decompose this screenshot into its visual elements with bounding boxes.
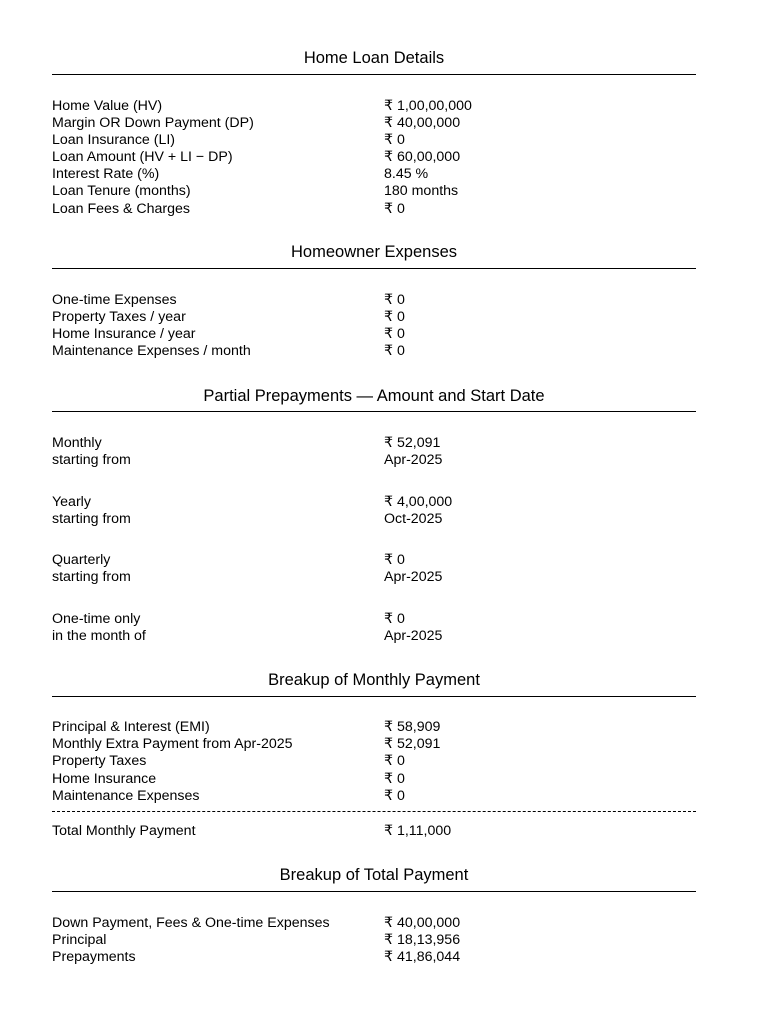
row-label: in the month of bbox=[52, 628, 146, 644]
table-row bbox=[52, 569, 696, 586]
row-value: ₹ 41,86,044 bbox=[384, 949, 461, 965]
row-label: Property Taxes bbox=[52, 753, 147, 769]
row-label: Loan Insurance (LI) bbox=[52, 132, 176, 148]
row-label: Loan Amount (HV + LI − DP) bbox=[52, 149, 233, 165]
section-title-prepayments: Partial Prepayments — Amount and Start Date bbox=[203, 387, 545, 405]
row-value: ₹ 0 bbox=[384, 309, 405, 325]
section-divider bbox=[52, 268, 696, 269]
row-label: One-time Expenses bbox=[52, 292, 177, 308]
total-divider-dashed bbox=[52, 811, 696, 812]
row-label: starting from bbox=[52, 452, 131, 468]
row-label: Home Value (HV) bbox=[52, 98, 163, 114]
row-label: Loan Fees & Charges bbox=[52, 201, 191, 217]
row-label: One-time only bbox=[52, 611, 141, 627]
section-title-total-breakup: Breakup of Total Payment bbox=[279, 866, 469, 884]
row-label: Home Insurance bbox=[52, 771, 157, 787]
row-label: Maintenance Expenses / month bbox=[52, 343, 251, 359]
table-row bbox=[52, 343, 696, 360]
row-value: 8.45 % bbox=[384, 166, 429, 182]
table-row bbox=[52, 719, 696, 736]
section-divider bbox=[52, 411, 696, 412]
row-label: Interest Rate (%) bbox=[52, 166, 160, 182]
table-row bbox=[52, 949, 696, 966]
section-divider bbox=[52, 74, 696, 75]
row-label: Principal bbox=[52, 932, 107, 948]
row-value: ₹ 60,00,000 bbox=[384, 149, 461, 165]
table-row bbox=[52, 149, 696, 166]
row-label: Loan Tenure (months) bbox=[52, 183, 191, 199]
row-value: ₹ 40,00,000 bbox=[384, 915, 461, 931]
table-row bbox=[52, 932, 696, 949]
total-row bbox=[52, 823, 696, 840]
table-row bbox=[52, 166, 696, 183]
row-label: Monthly Extra Payment from Apr-2025 bbox=[52, 736, 293, 752]
row-value: ₹ 0 bbox=[384, 788, 405, 804]
table-row bbox=[52, 771, 696, 788]
row-value: Apr-2025 bbox=[384, 628, 443, 644]
row-value: ₹ 18,13,956 bbox=[384, 932, 461, 948]
row-label: Property Taxes / year bbox=[52, 309, 186, 325]
row-label: Down Payment, Fees & One-time Expenses bbox=[52, 915, 330, 931]
row-value: ₹ 58,909 bbox=[384, 719, 441, 735]
table-row bbox=[52, 915, 696, 932]
table-row bbox=[52, 435, 696, 452]
row-value: ₹ 1,00,00,000 bbox=[384, 98, 472, 114]
table-row bbox=[52, 98, 696, 115]
table-row bbox=[52, 736, 696, 753]
row-value: ₹ 52,091 bbox=[384, 736, 441, 752]
section-title-home-loan: Home Loan Details bbox=[303, 49, 445, 67]
row-value: ₹ 0 bbox=[384, 326, 405, 342]
row-label: starting from bbox=[52, 569, 131, 585]
section-title-monthly-breakup: Breakup of Monthly Payment bbox=[268, 671, 480, 689]
table-row bbox=[52, 201, 696, 218]
section-divider bbox=[52, 696, 696, 697]
table-row bbox=[52, 452, 696, 469]
table-row bbox=[52, 788, 696, 805]
table-row bbox=[52, 132, 696, 149]
table-row bbox=[52, 552, 696, 569]
row-label: Maintenance Expenses bbox=[52, 788, 200, 804]
table-row bbox=[52, 628, 696, 645]
row-label: Margin OR Down Payment (DP) bbox=[52, 115, 254, 131]
row-value: 180 months bbox=[384, 183, 459, 199]
row-value: ₹ 4,00,000 bbox=[384, 494, 453, 510]
row-value: ₹ 0 bbox=[384, 611, 405, 627]
row-value: ₹ 0 bbox=[384, 753, 405, 769]
row-label: Quarterly bbox=[52, 552, 111, 568]
row-value: ₹ 40,00,000 bbox=[384, 115, 461, 131]
row-label: Yearly bbox=[52, 494, 91, 510]
row-label: Monthly bbox=[52, 435, 102, 451]
row-value: Apr-2025 bbox=[384, 452, 443, 468]
row-label: starting from bbox=[52, 511, 131, 527]
total-value: ₹ 1,11,000 bbox=[384, 823, 452, 839]
section-divider bbox=[52, 891, 696, 892]
row-value: ₹ 0 bbox=[384, 201, 405, 217]
table-row bbox=[52, 611, 696, 628]
row-label: Home Insurance / year bbox=[52, 326, 196, 342]
table-row bbox=[52, 309, 696, 326]
row-label: Principal & Interest (EMI) bbox=[52, 719, 210, 735]
section-title-homeowner: Homeowner Expenses bbox=[291, 243, 457, 261]
row-value: ₹ 0 bbox=[384, 292, 405, 308]
table-row bbox=[52, 326, 696, 343]
table-row bbox=[52, 115, 696, 132]
table-row bbox=[52, 494, 696, 511]
table-row bbox=[52, 292, 696, 309]
table-row bbox=[52, 753, 696, 770]
table-row bbox=[52, 511, 696, 528]
table-row bbox=[52, 183, 696, 200]
row-value: Oct-2025 bbox=[384, 511, 443, 527]
row-value: ₹ 0 bbox=[384, 343, 405, 359]
row-label: Prepayments bbox=[52, 949, 136, 965]
total-label: Total Monthly Payment bbox=[52, 823, 196, 839]
row-value: ₹ 0 bbox=[384, 552, 405, 568]
row-value: ₹ 0 bbox=[384, 132, 405, 148]
row-value: ₹ 52,091 bbox=[384, 435, 441, 451]
row-value: ₹ 0 bbox=[384, 771, 405, 787]
row-value: Apr-2025 bbox=[384, 569, 443, 585]
